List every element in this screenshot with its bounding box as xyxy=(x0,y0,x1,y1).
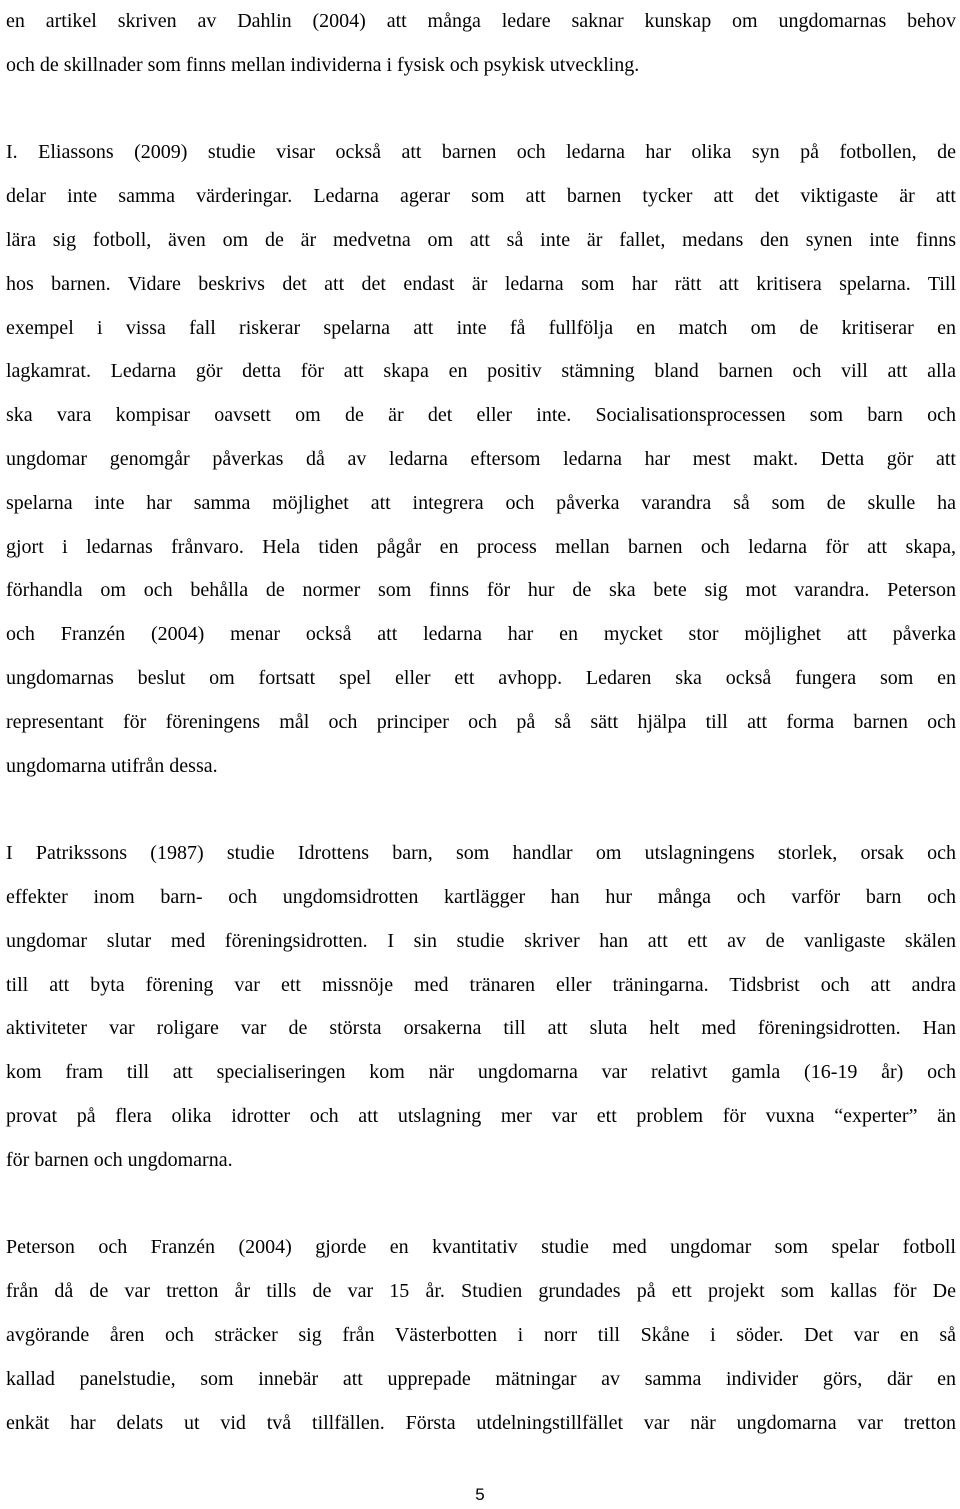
text-line: I. Eliassons (2009) studie visar också att barnen och ledarna har olika syn på fotbollen, de xyxy=(6,141,956,164)
text-line: spelarna inte har samma möjlighet att integrera och påverka varandra så som de skulle ha xyxy=(6,491,956,514)
text-line: exempel i vissa fall riskerar spelarna att inte få fullfölja en match om de kritiserar en xyxy=(6,316,956,339)
text-line: ungdomar genomgår påverkas då av ledarna eftersom ledarna har mest makt. Detta gör att xyxy=(6,447,956,470)
text-line: för barnen och ungdomarna. xyxy=(6,1148,233,1171)
page-number: 5 xyxy=(475,1485,485,1504)
text-line: från då de var tretton år tills de var 15 år. Studien grundades på ett projekt som kallas för De xyxy=(6,1280,956,1303)
text-line: hos barnen. Vidare beskrivs det att det endast är ledarna som har rätt att kritisera spelarna. Till xyxy=(6,272,956,295)
paragraph-peterson-franzen-study xyxy=(6,1226,956,1445)
text-line: ungdomarnas beslut om fortsatt spel eller ett avhopp. Ledaren ska också fungera som en xyxy=(6,666,956,689)
text-line: ska vara kompisar oavsett om de är det eller inte. Socialisationsprocessen som barn och xyxy=(6,404,956,427)
text-line: ungdomarna utifrån dessa. xyxy=(6,754,218,777)
text-line: lagkamrat. Ledarna gör detta för att skapa en positiv stämning bland barnen och vill att alla xyxy=(6,360,956,383)
text-line: delar inte samma värderingar. Ledarna agerar som att barnen tycker att det viktigaste är att xyxy=(6,185,956,208)
text-line: ungdomar slutar med föreningsidrotten. I sin studie skriver han att ett av de vanligaste skälen xyxy=(6,929,956,952)
text-line: enkät har delats ut vid två tillfällen. Första utdelningstillfället var när ungdomarna var tretton xyxy=(6,1411,956,1434)
text-line: en artikel skriven av Dahlin (2004) att många ledare saknar kunskap om ungdomarnas behov xyxy=(6,10,956,32)
text-line: avgörande åren och sträcker sig från Västerbotten i norr till Skåne i söder. Det var en så xyxy=(6,1323,956,1346)
text-line: kom fram till att specialiseringen kom när ungdomarna var relativt gamla (16-19 år) och xyxy=(6,1061,956,1084)
text-line: I Patrikssons (1987) studie Idrottens barn, som handlar om utslagningens storlek, orsak och xyxy=(6,842,956,865)
text-line: provat på flera olika idrotter och att utslagning mer var ett problem för vuxna “experter” än xyxy=(6,1104,956,1127)
text-line: lära sig fotboll, även om de är medvetna om att så inte är fallet, medans den synen inte finns xyxy=(6,228,956,251)
text-line: aktiviteter var roligare var de största orsakerna till att sluta helt med föreningsidrotten. Han xyxy=(6,1017,956,1040)
text-line: gjort i ledarnas frånvaro. Hela tiden pågår en process mellan barnen och ledarna för att skapa, xyxy=(6,535,956,558)
text-line: effekter inom barn- och ungdomsidrotten kartlägger han hur många och varför barn och xyxy=(6,885,956,908)
text-line: till att byta förening var ett missnöje med tränaren eller träningarna. Tidsbrist och att andra xyxy=(6,973,956,996)
paragraph-eliasson-study xyxy=(6,131,956,788)
text-line: och de skillnader som finns mellan individerna i fysisk och psykisk utveckling. xyxy=(6,53,640,76)
paragraph-patriksson-study xyxy=(6,832,956,1182)
text-line: och Franzén (2004) menar också att ledarna har en mycket stor möjlighet att påverka xyxy=(6,623,956,646)
paragraph-spacer xyxy=(6,88,956,132)
paragraph-leader-knowledge xyxy=(6,0,956,88)
text-line: förhandla om och behålla de normer som finns för hur de ska bete sig mot varandra. Peterson xyxy=(6,579,956,602)
document-page xyxy=(6,0,956,1445)
text-line: Peterson och Franzén (2004) gjorde en kvantitativ studie med ungdomar som spelar fotboll xyxy=(6,1236,956,1259)
paragraph-spacer xyxy=(6,1183,956,1227)
text-line: representant för föreningens mål och principer och på så sätt hjälpa till att forma barnen och xyxy=(6,710,956,733)
paragraph-spacer xyxy=(6,788,956,832)
text-line: kallad panelstudie, som innebär att upprepade mätningar av samma individer görs, där en xyxy=(6,1367,956,1390)
